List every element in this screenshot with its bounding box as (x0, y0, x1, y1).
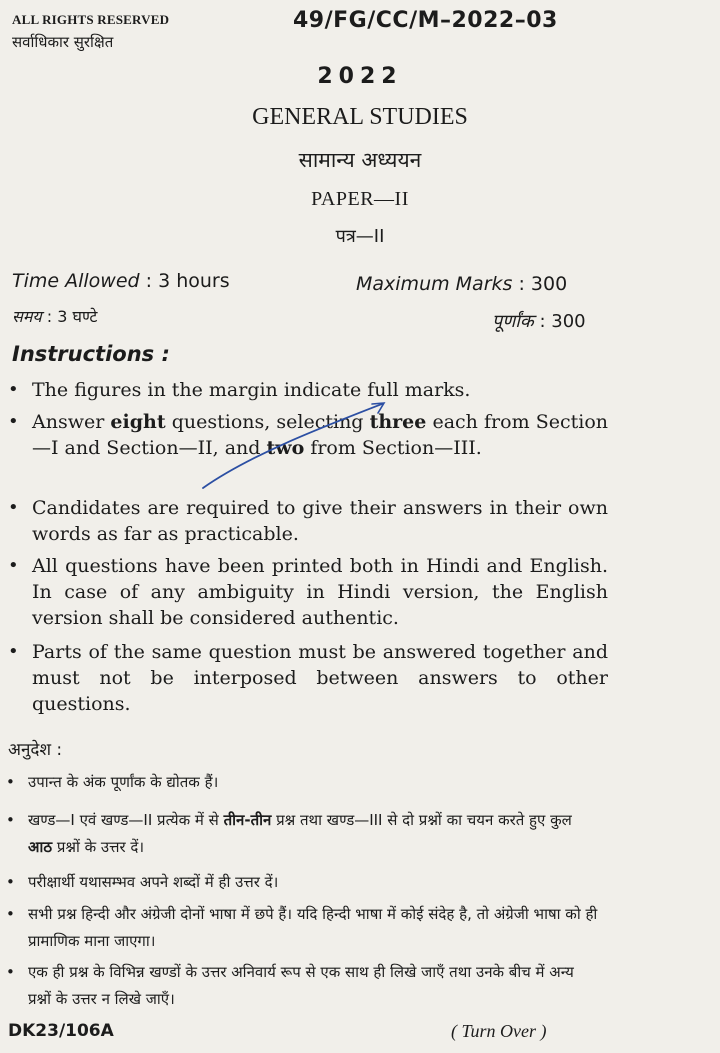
rights-reserved-hindi: सर्वाधिकार सुरक्षित (12, 33, 114, 51)
paper-code: 49/FG/CC/M–2022–03 (293, 8, 558, 33)
time-allowed-value: : 3 hours (145, 270, 230, 292)
turn-over-note: ( Turn Over ) (451, 1021, 547, 1041)
instruction-item-hindi: • खण्ड—I एवं खण्ड—II प्रत्येक में से तीन-तीन प्रश्न तथा खण्ड—III से दो प्रश्नों का चयन करते हुए कुल आठ प्रश्नों के उत्तर दें। (6, 811, 572, 856)
instruction-item: • The figures in the margin indicate full marks. (8, 379, 471, 401)
subject-title-hindi: सामान्य अध्ययन (298, 148, 422, 172)
pen-stroke (203, 404, 382, 488)
instructions-heading-hindi: अनुदेश : (8, 740, 63, 760)
booklet-code: DK23/106A (8, 1021, 114, 1041)
instruction-item: • All questions have been printed both in Hindi and English. In case of any ambiguity in Hindi version, the English version shall be considered authentic. (8, 555, 608, 629)
paper-number-hindi: पत्र—II (335, 226, 385, 247)
instruction-item-hindi: • सभी प्रश्न हिन्दी और अंग्रेजी दोनों भाषा में छपे हैं। यदि हिन्दी भाषा में कोई संदेह है, तो अंग्रेजी भाषा को ही प्रामाणिक माना जाएगा। (6, 905, 598, 950)
maximum-marks-value: : 300 (518, 273, 568, 295)
instruction-item-hindi: • उपान्त के अंक पूर्णांक के द्योतक हैं। (6, 773, 219, 791)
maximum-marks-label-hindi: पूर्णांक (492, 311, 534, 332)
time-allowed-label-hindi: समय (12, 307, 42, 326)
maximum-marks-label: Maximum Marks (356, 273, 513, 295)
instruction-item-hindi: • परीक्षार्थी यथासम्भव अपने शब्दों में ही उत्तर दें। (6, 873, 279, 891)
subject-title: GENERAL STUDIES (252, 104, 468, 130)
time-allowed-value-hindi: : 3 घण्टे (46, 307, 98, 326)
instruction-item-hindi: • एक ही प्रश्न के विभिन्न खण्डों के उत्तर अनिवार्य रूप से एक साथ ही लिखे जाएँ तथा उनके बीच में अन्य प्रश्नों के उत्तर न लिखे जाएँ। (6, 963, 574, 1008)
paper-number: PAPER—II (311, 188, 409, 210)
exam-year: 2022 (317, 64, 403, 89)
instruction-item: • Answer eight questions, selecting three each from Section—I and Section—II, and two from Section—III. (8, 411, 608, 459)
rights-reserved: ALL RIGHTS RESERVED (12, 12, 170, 27)
maximum-marks-value-hindi: : 300 (539, 311, 586, 332)
instructions-heading: Instructions : (12, 342, 170, 366)
instruction-item: • Candidates are required to give their answers in their own words as far as practicable. (8, 497, 608, 545)
time-allowed-label: Time Allowed (12, 270, 140, 292)
instruction-item: • Parts of the same question must be answered together and must not be interposed between answers to other questions. (8, 641, 608, 715)
